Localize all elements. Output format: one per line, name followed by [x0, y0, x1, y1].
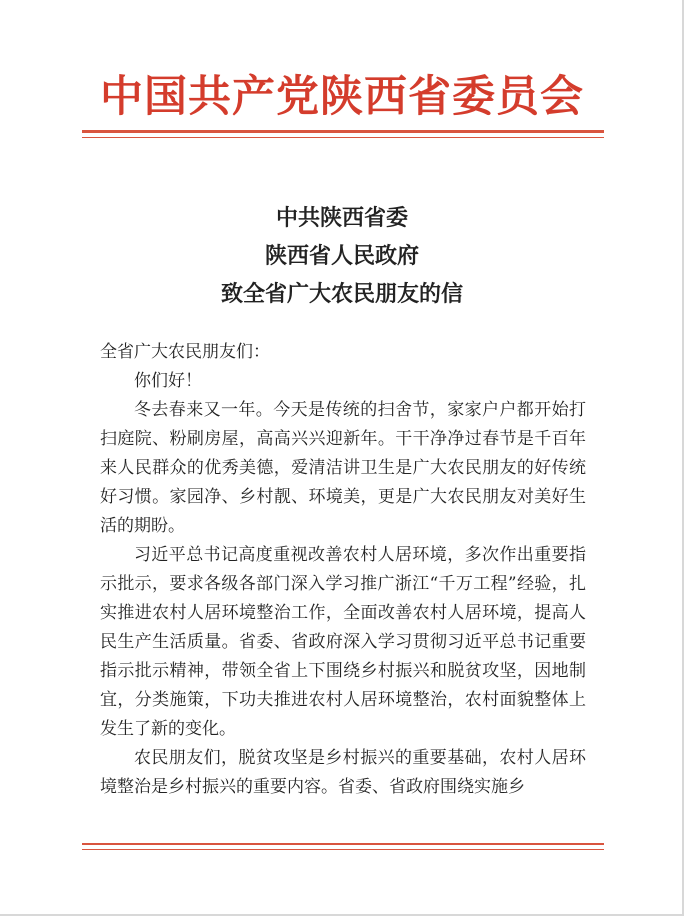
footer-rule-thick: [82, 843, 604, 845]
paragraph: 习近平总书记高度重视改善农村人居环境，多次作出重要指示批示，要求各级各部门深入学习推广浙江“千万工程”经验，扎实推进农村人居环境整治工作，全面改善农村人居环境，提高人民生产生活质量。省委、省政府深入学习贯彻习近平总书记重要指示批示精神，带领全省上下围绕乡村振兴和脱贫攻坚，因地制宜，分类施策，下功夫推进农村人居环境整治，农村面貌整体上发生了新的变化。: [100, 545, 586, 739]
title-line-1: 中共陕西省委: [275, 206, 408, 231]
letterhead-title: 中国共产党陕西省委员会: [100, 72, 584, 122]
letterhead-rule-thick: [82, 130, 604, 133]
greeting: 你们好！: [134, 371, 202, 391]
paragraph: 农民朋友们，脱贫攻坚是乡村振兴的重要基础，农村人居环境整治是乡村振兴的重要内容。省委、省政府围绕实施乡: [100, 748, 586, 797]
letter-title-block: [0, 200, 684, 314]
footer-rule-thin: [82, 849, 604, 850]
title-line-2: 陕西省人民政府: [264, 244, 419, 269]
letter-body: [100, 338, 586, 802]
paragraph: 冬去春来又一年。今天是传统的扫舍节，家家户户都开始打扫庭院、粉刷房屋，高高兴兴迎新年。干干净净过春节是千百年来人民群众的优秀美德，爱清洁讲卫生是广大农民朋友的好传统好习惯。家园净、乡村靓、环境美，更是广大农民朋友对美好生活的期盼。: [100, 400, 586, 536]
letterhead-rule-thin: [82, 137, 604, 138]
salutation: 全省广大农民朋友们：: [100, 342, 270, 362]
title-line-3: 致全省广大农民朋友的信: [220, 282, 463, 307]
